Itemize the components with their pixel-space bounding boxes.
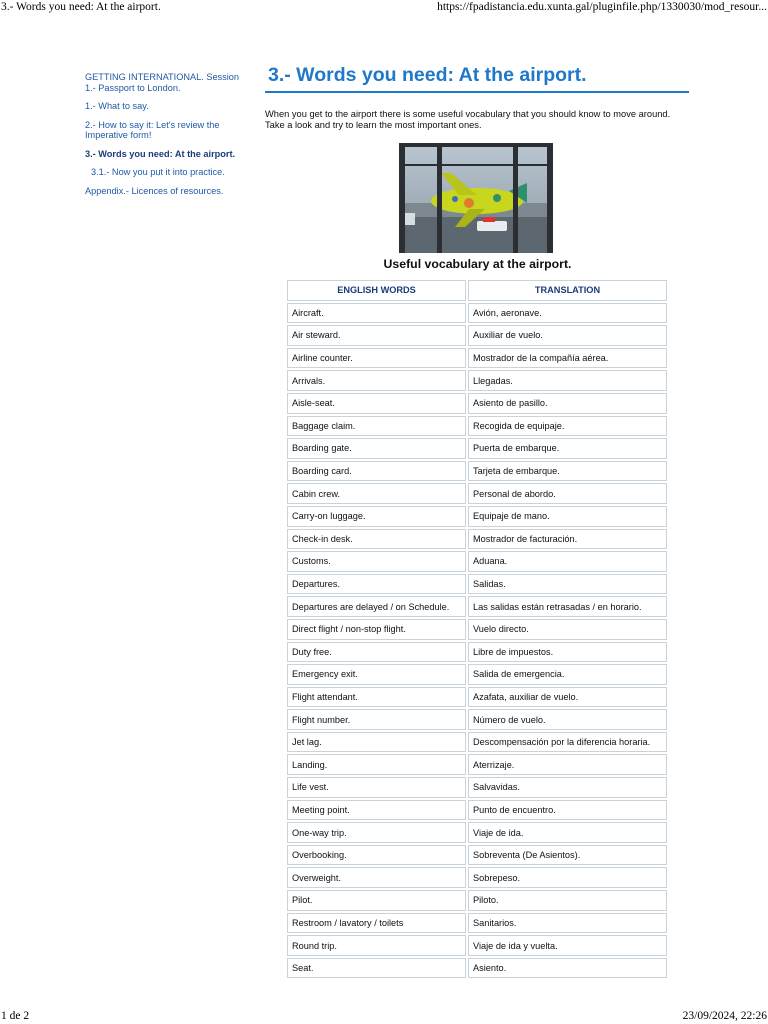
table-row [287, 596, 667, 617]
english-word-cell: Overbooking. [287, 845, 466, 866]
vocabulary-table [285, 278, 669, 980]
english-word-cell: Flight attendant. [287, 687, 466, 708]
translation-cell: Sobreventa (De Asientos). [468, 845, 667, 866]
table-row [287, 822, 667, 843]
table-row [287, 642, 667, 663]
english-word-cell: Boarding card. [287, 461, 466, 482]
translation-cell: Asiento de pasillo. [468, 393, 667, 414]
column-header-translation: TRANSLATION [468, 280, 667, 301]
translation-cell: Aduana. [468, 551, 667, 572]
table-row [287, 348, 667, 369]
english-word-cell: Check-in desk. [287, 529, 466, 550]
translation-cell: Azafata, auxiliar de vuelo. [468, 687, 667, 708]
translation-cell: Salida de emergencia. [468, 664, 667, 685]
table-caption: Useful vocabulary at the airport. [383, 257, 572, 271]
airport-airplane-photo-icon [399, 143, 553, 253]
english-word-cell: Direct flight / non-stop flight. [287, 619, 466, 640]
english-word-cell: Overweight. [287, 867, 466, 888]
table-row [287, 461, 667, 482]
table-row [287, 574, 667, 595]
english-word-cell: One-way trip. [287, 822, 466, 843]
table-row [287, 732, 667, 753]
translation-cell: Equipaje de mano. [468, 506, 667, 527]
page-title: 3.- Words you need: At the airport. [265, 64, 689, 93]
table-row [287, 867, 667, 888]
translation-cell: Las salidas están retrasadas / en horario. [468, 596, 667, 617]
vocabulary-table-body [287, 303, 667, 979]
english-word-cell: Jet lag. [287, 732, 466, 753]
intro-paragraph: When you get to the airport there is some useful vocabulary that you should know to move around. Take a look and try to learn the most important ones. [265, 109, 671, 130]
english-word-cell: Airline counter. [287, 348, 466, 369]
print-footer [0, 1010, 768, 1024]
translation-cell: Descompensación por la diferencia horaria. [468, 732, 667, 753]
table-row [287, 754, 667, 775]
english-word-cell: Customs. [287, 551, 466, 572]
translation-cell: Puerta de embarque. [468, 438, 667, 459]
translation-cell: Asiento. [468, 958, 667, 979]
english-word-cell: Landing. [287, 754, 466, 775]
translation-cell: Llegadas. [468, 370, 667, 391]
print-page-number: 1 de 2 [1, 1010, 30, 1022]
column-header-english: ENGLISH WORDS [287, 280, 466, 301]
table-row [287, 709, 667, 730]
table-row [287, 800, 667, 821]
print-page-title: 3.- Words you need: At the airport. [1, 1, 161, 13]
print-page-url: https://fpadistancia.edu.xunta.gal/pluginfile.php/1330030/mod_resour... [437, 1, 767, 13]
english-word-cell: Boarding gate. [287, 438, 466, 459]
translation-cell: Recogida de equipaje. [468, 416, 667, 437]
translation-cell: Mostrador de la compañía aérea. [468, 348, 667, 369]
translation-cell: Salidas. [468, 574, 667, 595]
english-word-cell: Restroom / lavatory / toilets [287, 913, 466, 934]
table-row [287, 483, 667, 504]
translation-cell: Salvavidas. [468, 777, 667, 798]
table-row [287, 551, 667, 572]
print-header [0, 0, 768, 16]
table-row [287, 777, 667, 798]
sidebar-item-appendix[interactable]: Appendix.- Licences of resources. [85, 185, 224, 196]
table-row [287, 935, 667, 956]
main-content [265, 64, 690, 974]
table-row [287, 325, 667, 346]
english-word-cell: Arrivals. [287, 370, 466, 391]
sidebar-item-what-to-say[interactable]: 1.- What to say. [85, 101, 149, 111]
translation-cell: Libre de impuestos. [468, 642, 667, 663]
translation-cell: Aterrizaje. [468, 754, 667, 775]
english-word-cell: Departures are delayed / on Schedule. [287, 596, 466, 617]
table-row [287, 958, 667, 979]
translation-cell: Auxiliar de vuelo. [468, 325, 667, 346]
table-row [287, 370, 667, 391]
english-word-cell: Pilot. [287, 890, 466, 911]
english-word-cell: Meeting point. [287, 800, 466, 821]
translation-cell: Viaje de ida y vuelta. [468, 935, 667, 956]
translation-cell: Número de vuelo. [468, 709, 667, 730]
airport-airplane-photo [399, 143, 553, 253]
translation-cell: Sanitarios. [468, 913, 667, 934]
translation-cell: Tarjeta de embarque. [468, 461, 667, 482]
translation-cell: Personal de abordo. [468, 483, 667, 504]
english-word-cell: Round trip. [287, 935, 466, 956]
sidebar-item-practice[interactable]: 3.1.- Now you put it into practice. [91, 167, 225, 177]
table-row [287, 438, 667, 459]
english-word-cell: Flight number. [287, 709, 466, 730]
translation-cell: Sobrepeso. [468, 867, 667, 888]
english-word-cell: Life vest. [287, 777, 466, 798]
english-word-cell: Duty free. [287, 642, 466, 663]
sidebar-item-words-airport[interactable]: 3.- Words you need: At the airport. [85, 148, 236, 159]
table-row [287, 845, 667, 866]
sidebar-item-imperative[interactable]: 2.- How to say it: Let's review the Imperative form! [85, 119, 220, 140]
english-word-cell: Aircraft. [287, 303, 466, 324]
table-row [287, 913, 667, 934]
translation-cell: Vuelo directo. [468, 619, 667, 640]
english-word-cell: Cabin crew. [287, 483, 466, 504]
translation-cell: Avión, aeronave. [468, 303, 667, 324]
table-row [287, 303, 667, 324]
english-word-cell: Carry-on luggage. [287, 506, 466, 527]
table-header-row [287, 280, 667, 301]
english-word-cell: Departures. [287, 574, 466, 595]
print-datetime: 23/09/2024, 22:26 [682, 1010, 767, 1022]
table-row [287, 687, 667, 708]
translation-cell: Piloto. [468, 890, 667, 911]
table-row [287, 393, 667, 414]
english-word-cell: Baggage claim. [287, 416, 466, 437]
english-word-cell: Air steward. [287, 325, 466, 346]
table-row [287, 416, 667, 437]
sidebar-item-session[interactable]: GETTING INTERNATIONAL. Session 1.- Passport to London. [85, 72, 240, 93]
translation-cell: Punto de encuentro. [468, 800, 667, 821]
english-word-cell: Emergency exit. [287, 664, 466, 685]
english-word-cell: Seat. [287, 958, 466, 979]
table-row [287, 890, 667, 911]
translation-cell: Viaje de ida. [468, 822, 667, 843]
translation-cell: Mostrador de facturación. [468, 529, 667, 550]
table-row [287, 619, 667, 640]
table-row [287, 664, 667, 685]
table-row [287, 506, 667, 527]
table-row [287, 529, 667, 550]
english-word-cell: Aisle-seat. [287, 393, 466, 414]
sidebar-nav [85, 72, 245, 204]
